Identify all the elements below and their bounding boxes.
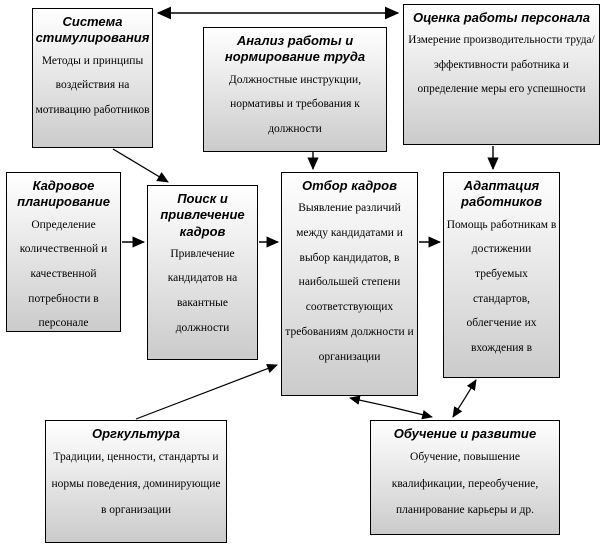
node-title: Обучение и развитие	[393, 426, 537, 441]
node-hr-planning	[6, 172, 121, 332]
node-body: Методы и принципы воздействия на мотивацию работников	[35, 54, 150, 116]
node-body: Измерение производительности труда/эффективности работника и определение меры его успешности	[408, 34, 595, 95]
arrow-adaptation-training	[453, 380, 476, 417]
node-title: Анализ работы и нормирование труда	[224, 33, 366, 65]
node-body: Выявление различий между кандидатами и выбор кандидатов, в наибольшей степени соответствующих требованиям должности и организации	[285, 202, 414, 363]
node-personnel-selection	[281, 172, 418, 396]
node-training-development	[370, 420, 560, 535]
node-body: Обучение, повышение квалификации, переобучение, планирование карьеры и др.	[391, 451, 539, 517]
node-job-analysis	[203, 27, 387, 152]
node-title: Поиск и привлечение кадров	[160, 191, 245, 239]
node-title: Адаптация работников	[461, 178, 542, 210]
node-stimulation-system	[32, 8, 153, 148]
node-org-culture	[45, 420, 227, 543]
node-title: Кадровое планирование	[17, 178, 110, 210]
node-body: Определение количественной и качественной потребности в персонале	[19, 218, 108, 330]
node-personnel-evaluation	[403, 4, 600, 145]
arrow-selection-training	[350, 398, 432, 417]
node-title: Оргкультура	[91, 426, 181, 441]
arrow-stimulation-recruitment	[113, 149, 168, 182]
node-adaptation	[443, 172, 560, 378]
node-body: Традиции, ценности, стандарты и нормы поведения, доминирующие в организации	[51, 451, 221, 517]
node-title: Оценка работы персонала	[413, 10, 590, 25]
node-body: Привлечение кандидатов на вакантные должности	[167, 247, 238, 334]
node-recruitment	[147, 185, 258, 360]
arrow-orgculture-selection	[136, 365, 277, 419]
node-title: Система стимулирования	[35, 14, 150, 46]
node-body: Помощь работникам в достижении требуемых стандартов, облегчение их вхождения в	[446, 218, 557, 355]
node-body: Должностные инструкции, нормативы и требования к должности	[228, 73, 362, 135]
node-title: Отбор кадров	[302, 178, 397, 193]
